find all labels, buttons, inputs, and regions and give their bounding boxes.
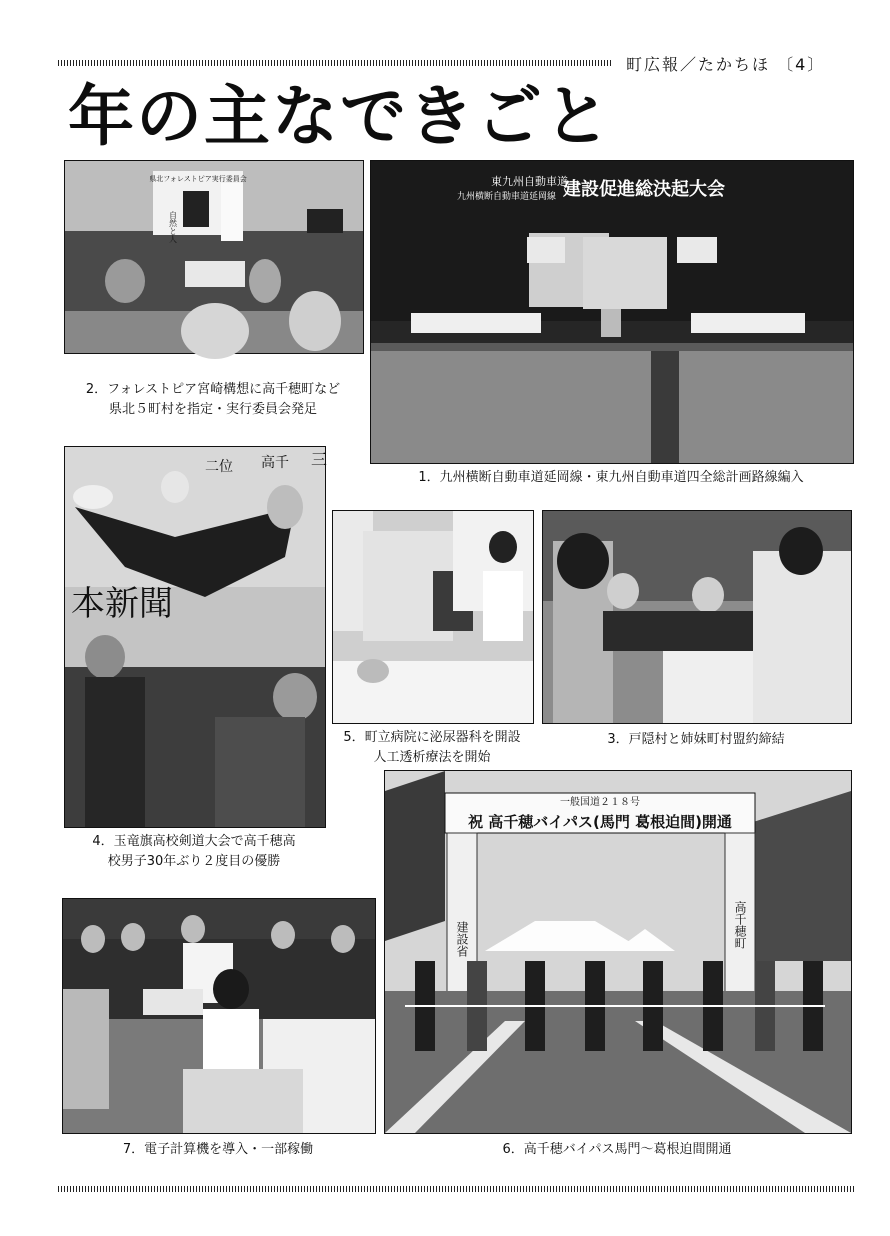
caption-1 — [370, 468, 852, 488]
photo-forestpia-meeting — [64, 160, 364, 354]
caption-4-line1: 4．玉竜旗高校剣道大会で高千穂高 — [92, 834, 296, 849]
pennant-text-3: 二位 — [205, 459, 233, 475]
caption-3-line1: 3．戸隠村と姉妹町村盟約締結 — [607, 732, 785, 747]
header-rule — [58, 60, 613, 66]
pennant-text-2: 高千 — [261, 455, 289, 471]
caption-5-line2: 人工透析療法を開始 — [373, 750, 491, 765]
pillar-right-text: 高千穂町 — [733, 901, 747, 949]
caption-6 — [384, 1140, 850, 1160]
caption-2-line2: 県北５町村を指定・実行委員会発足 — [108, 402, 317, 417]
arch-large-text: 祝 高千穂バイパス(馬門 葛根迫間)開通 — [468, 813, 732, 831]
caption-1-line1: 1．九州横断自動車道延岡線・東九州自動車道四全総計画路線編入 — [418, 470, 804, 485]
caption-7 — [62, 1140, 374, 1160]
pillar-left-text: 建設省 — [455, 921, 469, 957]
caption-4-line2: 校男子30年ぶり２度目の優勝 — [107, 854, 281, 869]
caption-5-line1: 5．町立病院に泌尿器科を開設 — [343, 730, 521, 745]
caption-5 — [332, 728, 532, 768]
page-title: 年の主なできごと — [68, 78, 612, 155]
photo-sister-town-signing — [542, 510, 852, 724]
page-number: 〔4〕 — [777, 55, 826, 74]
rally-header-small-1: 東九州自動車道 — [491, 175, 568, 188]
photo-computer-introduction — [62, 898, 376, 1134]
photo-bypass-opening — [384, 770, 852, 1134]
rally-header-large: 建設促進総決起大会 — [563, 179, 725, 200]
photo-expressway-rally — [370, 160, 854, 464]
page-header — [626, 52, 856, 75]
caption-6-line1: 6．高千穂バイパス馬門～葛根迫間開通 — [502, 1142, 732, 1157]
caption-2 — [64, 380, 362, 420]
footer-rule — [58, 1186, 856, 1192]
caption-3 — [542, 730, 850, 750]
rally-header-small-2: 九州横断自動車道延岡線 — [457, 192, 557, 202]
publication-name: 町広報／たかちほ — [626, 55, 771, 74]
caption-7-line1: 7．電子計算機を導入・一部稼働 — [122, 1142, 314, 1157]
photo-kendo-victory — [64, 446, 326, 828]
photo-hospital-dialysis — [332, 510, 534, 724]
arch-small-text: 一般国道２１８号 — [560, 797, 640, 808]
banner-text: 県北フォレストピア実行委員会 — [149, 175, 247, 183]
pennant-text-1: 三 — [311, 450, 328, 469]
sign-text: 自然と人 — [168, 211, 178, 243]
caption-4 — [64, 832, 324, 872]
caption-2-line1: 2．フォレストピア宮崎構想に高千穂町など — [85, 382, 341, 397]
newspaper-banner-text: 本新聞 — [71, 584, 173, 624]
